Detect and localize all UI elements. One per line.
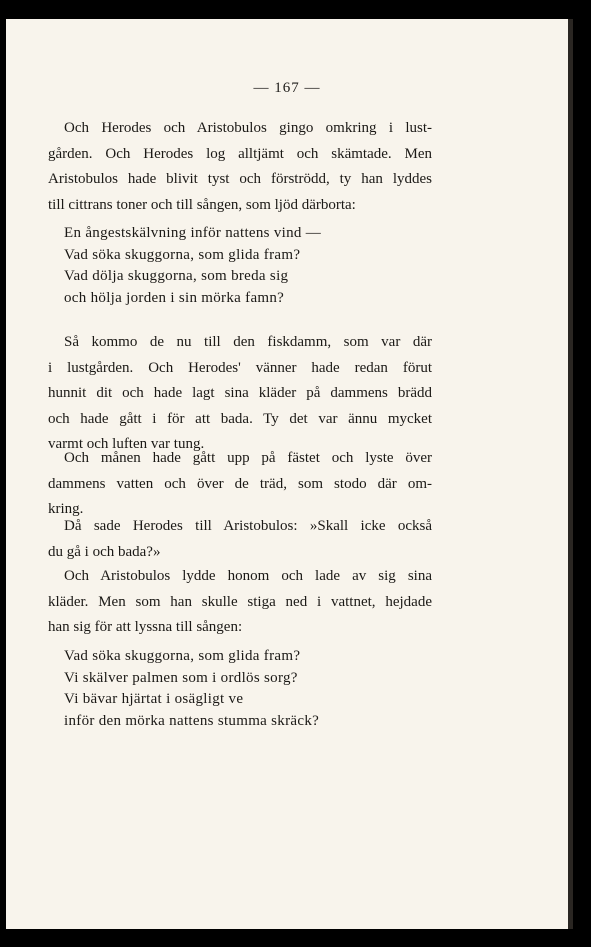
text-line: Och månen hade gått upp på fästet och lyste över	[64, 450, 432, 466]
text-line: Och Aristobulos lydde honom och lade av sig sina	[64, 568, 432, 584]
text-line: han sig för att lyssna till sången:	[48, 619, 243, 636]
verse-line: Vi skälver palmen som i ordlös sorg?	[64, 669, 298, 686]
text-line: hunnit dit och hade lagt sina kläder på dammens brädd	[48, 385, 432, 402]
paragraph-1	[48, 116, 432, 218]
text-line: i lustgården. Och Herodes' vänner hade redan förut	[48, 359, 432, 376]
paragraph-4	[48, 514, 432, 565]
text-line: kläder. Men som han skulle stiga ned i vattnet, hejdade	[48, 593, 432, 610]
verse-line: och hölja jorden i sin mörka famn?	[64, 289, 285, 306]
page-number: — 167 —	[253, 80, 321, 96]
verse-1	[64, 223, 444, 309]
text-line: gården. Och Herodes log alltjämt och skämtade. Men	[48, 145, 432, 162]
text-line: Och Herodes och Aristobulos gingo omkring i lust-	[64, 120, 432, 136]
text-line: dammens vatten och över de träd, som stodo där om-	[48, 475, 432, 492]
text-line: varmt och luften var tung.	[48, 436, 205, 453]
paragraph-3	[48, 446, 432, 523]
paragraph-5	[48, 564, 432, 641]
text-line: till cittrans toner och till sången, som ljöd därborta:	[48, 196, 356, 213]
verse-line: Vad söka skuggorna, som glida fram?	[64, 246, 301, 263]
text-line: Så kommo de nu till den fiskdamm, som var där	[64, 334, 432, 350]
paragraph-2	[48, 330, 432, 458]
verse-line: Vad dölja skuggorna, som breda sig	[64, 268, 289, 284]
text-line: och hade gått i för att bada. Ty det var ännu mycket	[48, 410, 432, 427]
verse-line: Vi bävar hjärtat i osägligt ve	[64, 691, 244, 707]
verse-line: Vad söka skuggorna, som glida fram?	[64, 648, 301, 664]
text-line: Då sade Herodes till Aristobulos: »Skall icke också	[64, 518, 432, 534]
verse-line: inför den mörka nattens stumma skräck?	[64, 712, 320, 729]
text-line: du gå i och bada?»	[48, 543, 161, 560]
verse-2	[64, 646, 444, 732]
verse-line: En ångestskälvning inför nattens vind —	[64, 225, 322, 241]
text-line: kring.	[48, 501, 84, 518]
text-line: Aristobulos hade blivit tyst och förströdd, ty han lyddes	[48, 171, 432, 188]
page-edge	[568, 19, 573, 929]
